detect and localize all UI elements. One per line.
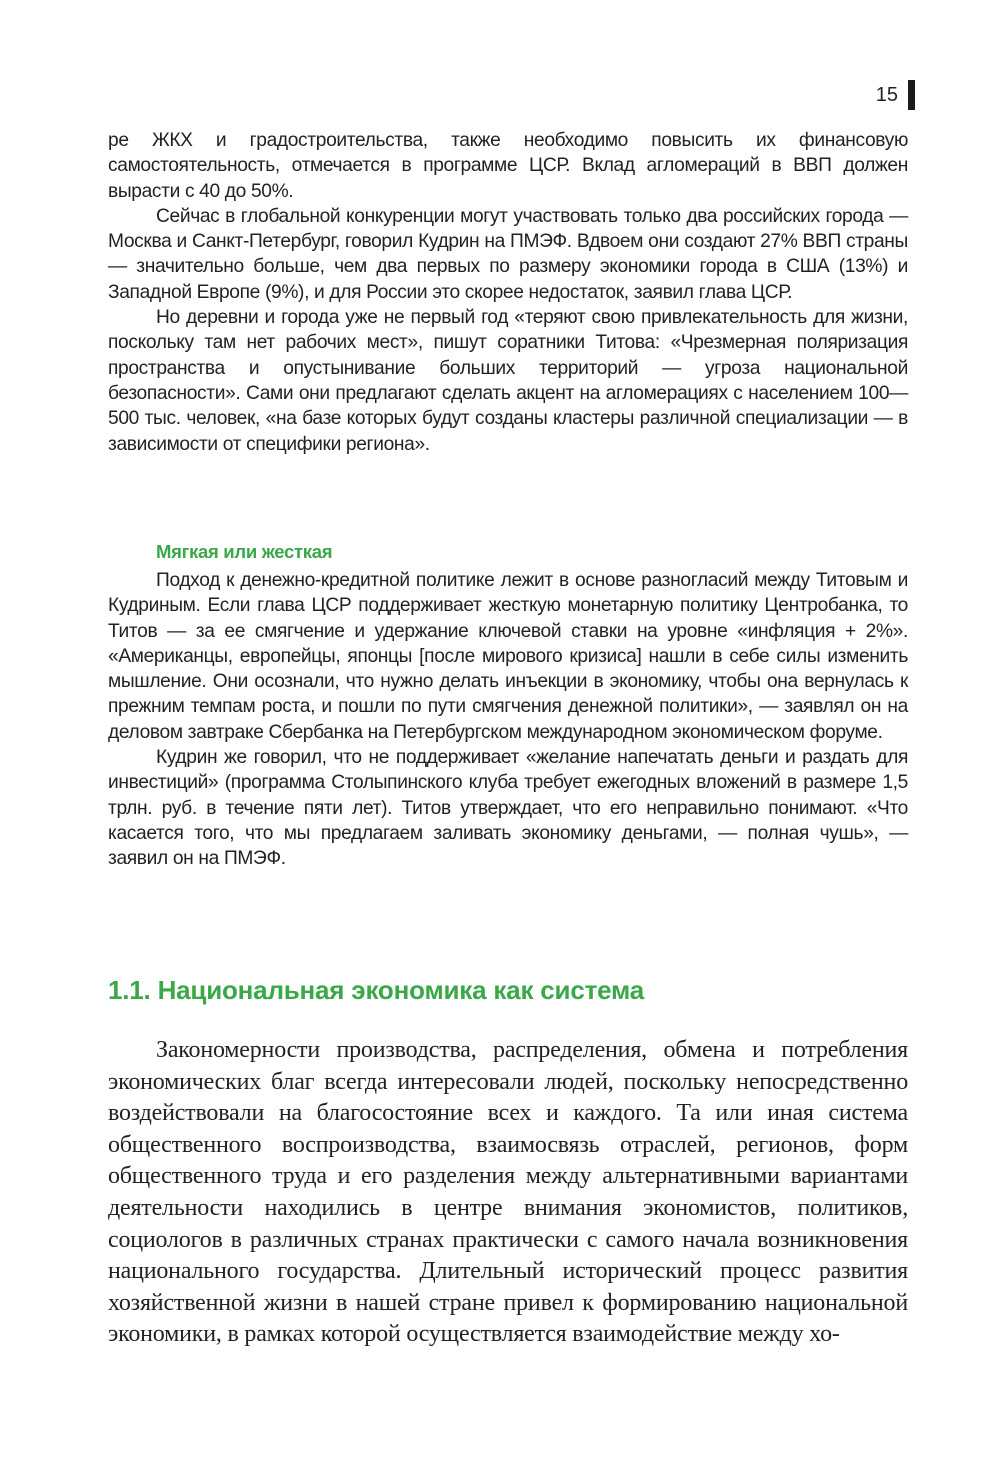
paragraph: Но деревни и города уже не первый год «теряют свою привлекательность для жизни, поскольку там нет рабочих мест», пишут соратники Титова: «Чрезмерная поляризация пространства и опустынивание больших территорий — угроза национальной безопасности». Сами они предлагают сделать акцент на агломерациях с населением 100—500 тыс. человек, «на базе которых будут созданы кластеры различной специализации — в зависимости от специфики региона». (108, 307, 908, 455)
article-top-text (108, 128, 908, 457)
section-title: 1.1. Национальная экономика как система (108, 975, 644, 1005)
article-subsection (108, 540, 908, 872)
paragraph: ре ЖКХ и градостроительства, также необходимо повысить их финансовую самостоятельность, отмечается в программе ЦСР. Вклад агломераций в ВВП должен вырасти с 40 до 50%. (108, 130, 908, 202)
paragraph: Сейчас в глобальной конкуренции могут участвовать только два российских города — Москва и Санкт-Петербург, говорил Кудрин на ПМЭФ. Вдвоем они создают 27% ВВП страны — значительно больше, чем два первых по размеру экономики города в США (13%) и Западной Европе (9%), и для России это скорее недостаток, заявил глава ЦСР. (108, 205, 908, 303)
section-body (108, 1035, 908, 1351)
page-number (876, 80, 915, 110)
paragraph: Закономерности производства, распределения, обмена и потребления экономических благ всегда интересовали людей, поскольку непосредственно воздействовали на благосостояние всех и каждого. Та или иная система общественного воспроизводства, взаимосвязь отраслей, регионов, форм общественного труда и его разделения между альтернативными вариантами деятельности находились в центре внимания экономистов, политиков, социологов в различных странах практически с самого начала возникновения национального государства. Длительный исторический процесс развития хозяйственной жизни в нашей стране привел к формированию национальной экономики, в рамках которой осуществляется взаимодействие между хо- (108, 1037, 908, 1348)
paragraph: Подход к денежно-кредитной политике лежит в основе разногласий между Титовым и Кудриным. Если глава ЦСР поддерживает жесткую монетарную политику Центробанка, то Титов — за ее смягчение и удержание ключевой ставки на уровне «инфляция + 2%». «Американцы, европейцы, японцы [после мирового кризиса] нашли в себе силы изменить мышление. Они осознали, что нужно делать инъекции в экономику, чтобы она вернулась к прежним темпам роста, и пошли по пути смягчения денежной политики», — заявлял он на деловом завтраке Сбербанка на Петербургском международном экономическом форуме. (108, 570, 908, 743)
subsection-heading: Мягкая или жесткая (156, 541, 333, 562)
page-marker-bar (908, 80, 915, 110)
page-number-text: 15 (875, 83, 898, 106)
paragraph: Кудрин же говорил, что не поддерживает «желание напечатать деньги и раздать для инвестиций» (программа Столыпинского клуба требует ежегодных вложений в размере 1,5 трлн. руб. в течение пяти лет). Титов утверждает, что его неправильно понимают. «Что касается того, что мы предлагаем заливать экономику деньгами, — полная чушь», — заявил он на ПМЭФ. (108, 747, 908, 870)
